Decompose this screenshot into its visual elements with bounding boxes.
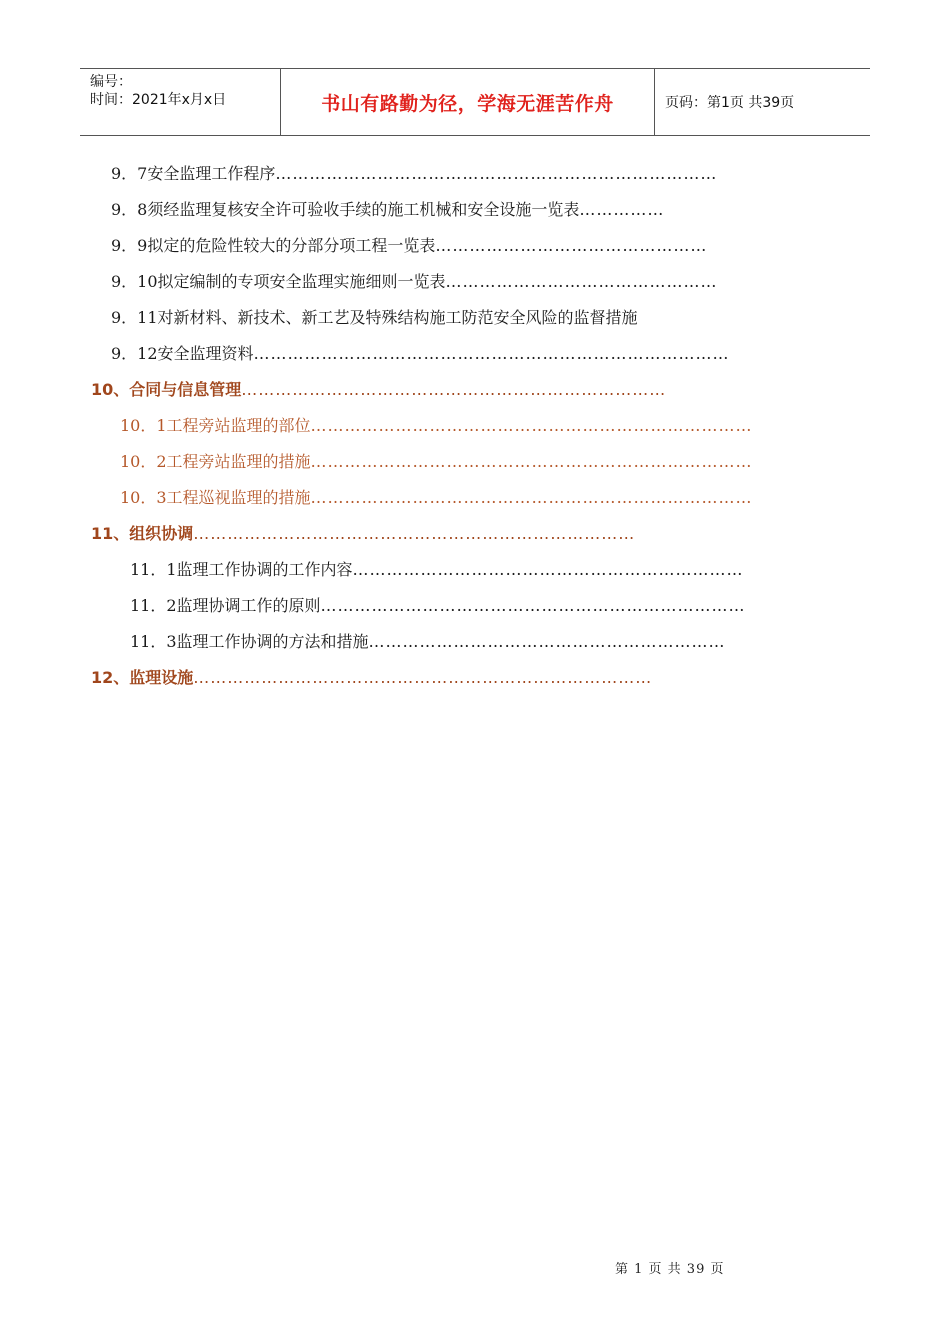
header-meta: [80, 69, 281, 135]
header-motto: 书山有路勤为径，学海无涯苦作舟: [281, 69, 655, 135]
time-label: 时间：2021年x月x日: [90, 92, 227, 108]
toc-item[interactable]: [111, 233, 785, 259]
toc-leader-dots: ……………………………………………………………………: [275, 164, 718, 183]
page-footer: 第 1 页 共 39 页: [615, 1262, 725, 1277]
toc-item[interactable]: [130, 557, 812, 583]
toc-leader-dots: ……………………………………………………………: [352, 560, 744, 579]
toc-leader-dots: …………………………………………………………………: [241, 380, 667, 399]
toc-leader-dots: …………………………………………………………………………: [253, 344, 730, 363]
toc-item[interactable]: [120, 485, 803, 511]
toc-item-text: 9．7安全监理工作程序: [111, 164, 276, 183]
toc-section-heading[interactable]: [91, 665, 705, 691]
toc-item-text: 11．2监理协调工作的原则: [130, 596, 321, 615]
toc-item-text: 9．11对新材料、新技术、新工艺及特殊结构施工防范安全风险的监督措施: [111, 308, 638, 327]
toc-item[interactable]: [120, 449, 803, 475]
toc-item[interactable]: [111, 341, 813, 367]
toc-section-heading[interactable]: [91, 521, 665, 547]
toc-item[interactable]: [130, 593, 812, 619]
page-header: [80, 68, 870, 136]
toc-item[interactable]: [111, 269, 795, 295]
toc-item[interactable]: [120, 413, 803, 439]
toc-item[interactable]: [111, 305, 751, 331]
toc-item-text: 11．3监理工作协调的方法和措施: [130, 632, 369, 651]
toc-leader-dots: ……………………………………………………………………: [310, 452, 753, 471]
toc-item-text: 10．1工程旁站监理的部位: [120, 416, 311, 435]
toc-item-text: 11．1监理工作协调的工作内容: [130, 560, 353, 579]
toc-item-text: 10．2工程旁站监理的措施: [120, 452, 311, 471]
toc-item[interactable]: [111, 197, 765, 223]
toc-leader-dots: ………………………………………………………: [368, 632, 726, 651]
header-page-label: 页码：第1页 共39页: [665, 95, 795, 111]
toc-leader-dots: …………………………………………………………………: [320, 596, 746, 615]
toc-section-heading[interactable]: [91, 377, 761, 403]
toc-item-text: 9．10拟定编制的专项安全监理实施细则一览表: [111, 272, 446, 291]
number-label: 编号：: [90, 74, 132, 90]
toc-item-text: 10．3工程巡视监理的措施: [120, 488, 311, 507]
toc-leader-dots: ……………………………………………………………………: [310, 416, 753, 435]
toc-item[interactable]: [130, 629, 812, 655]
toc-item-text: 11、组织协调: [91, 524, 194, 543]
toc-item-text: 12、监理设施: [91, 668, 194, 687]
toc-item-text: 9．8须经监理复核安全许可验收手续的施工机械和安全设施一览表: [111, 200, 580, 219]
toc-item-text: 10、合同与信息管理: [91, 380, 242, 399]
toc-item-text: 9．9拟定的危险性较大的分部分项工程一览表: [111, 236, 436, 255]
toc-item-text: 9．12安全监理资料: [111, 344, 254, 363]
toc-item[interactable]: [111, 161, 823, 187]
toc-leader-dots: ………………………………………………………………………: [193, 668, 653, 687]
toc-leader-dots: ……………: [579, 200, 665, 219]
toc-leader-dots: …………………………………………: [445, 272, 718, 291]
toc-leader-dots: …………………………………………: [435, 236, 708, 255]
toc-leader-dots: ……………………………………………………………………: [193, 524, 636, 543]
toc-leader-dots: ……………………………………………………………………: [310, 488, 753, 507]
